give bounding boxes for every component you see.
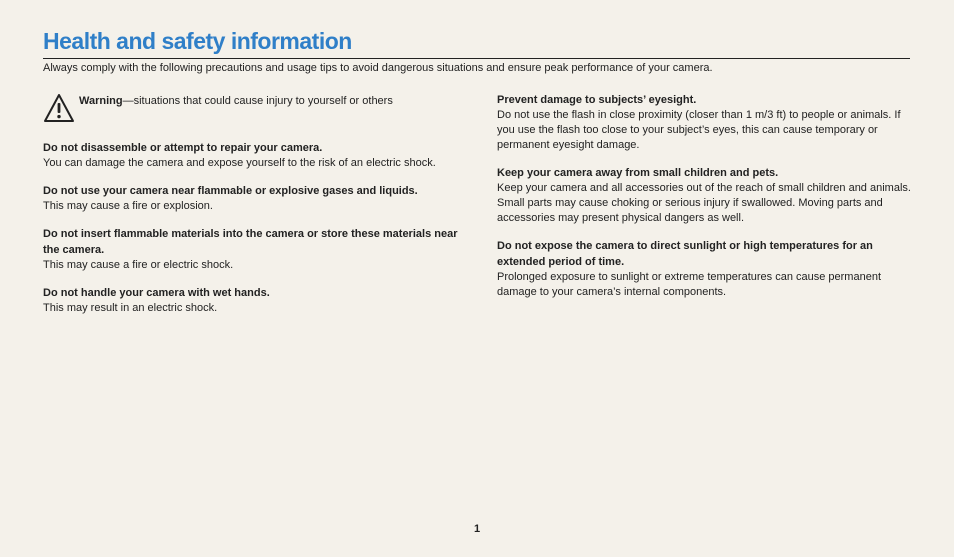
safety-item <box>43 140 458 171</box>
safety-item-title: Do not disassemble or attempt to repair your camera. <box>43 142 323 154</box>
safety-item-body: Do not use the flash in close proximity (closer than 1 m/3 ft) to people or animals. If you use the flash too close to your subject’s eyes, this can cause temporary or permanent eyesight damage. <box>497 109 901 151</box>
safety-item-title: Do not handle your camera with wet hands. <box>43 287 270 299</box>
safety-item-title: Prevent damage to subjects’ eyesight. <box>497 94 697 106</box>
warning-legend <box>43 92 458 128</box>
left-column <box>43 92 458 328</box>
page-number: 1 <box>473 523 481 535</box>
right-column <box>497 92 917 312</box>
safety-item <box>497 165 917 226</box>
safety-item-title: Keep your camera away from small children and pets. <box>497 167 779 179</box>
safety-item <box>43 285 458 316</box>
safety-item <box>497 238 917 300</box>
warning-description: —situations that could cause injury to yourself or others <box>122 95 393 107</box>
safety-item <box>43 183 458 214</box>
safety-item-title: Do not use your camera near flammable or explosive gases and liquids. <box>43 185 418 197</box>
page-title: Health and safety information <box>43 28 352 54</box>
safety-item-body: This may result in an electric shock. <box>43 302 218 314</box>
safety-item-body: You can damage the camera and expose yourself to the risk of an electric shock. <box>43 157 436 169</box>
safety-item-body: Prolonged exposure to sunlight or extreme temperatures can cause permanent damage to your camera’s internal components. <box>497 271 881 298</box>
warning-triangle-icon <box>43 93 75 123</box>
safety-item-body: Keep your camera and all accessories out of the reach of small children and animals. Small parts may cause choking or serious injury if swallowed. Moving parts and accessories may present physical dangers as well. <box>497 182 911 224</box>
safety-item <box>497 92 917 153</box>
warning-label: Warning <box>79 95 123 107</box>
safety-item-body: This may cause a fire or electric shock. <box>43 259 234 271</box>
safety-item-title: Do not expose the camera to direct sunlight or high temperatures for an extended period of time. <box>497 240 873 268</box>
safety-item <box>43 226 458 273</box>
title-divider <box>43 58 910 59</box>
safety-item-title: Do not insert flammable materials into the camera or store these materials near the camera. <box>43 228 458 256</box>
warning-legend-text <box>79 94 393 109</box>
intro-text: Always comply with the following precautions and usage tips to avoid dangerous situations and ensure peak performance of your camera. <box>43 62 713 74</box>
safety-item-body: This may cause a fire or explosion. <box>43 200 213 212</box>
